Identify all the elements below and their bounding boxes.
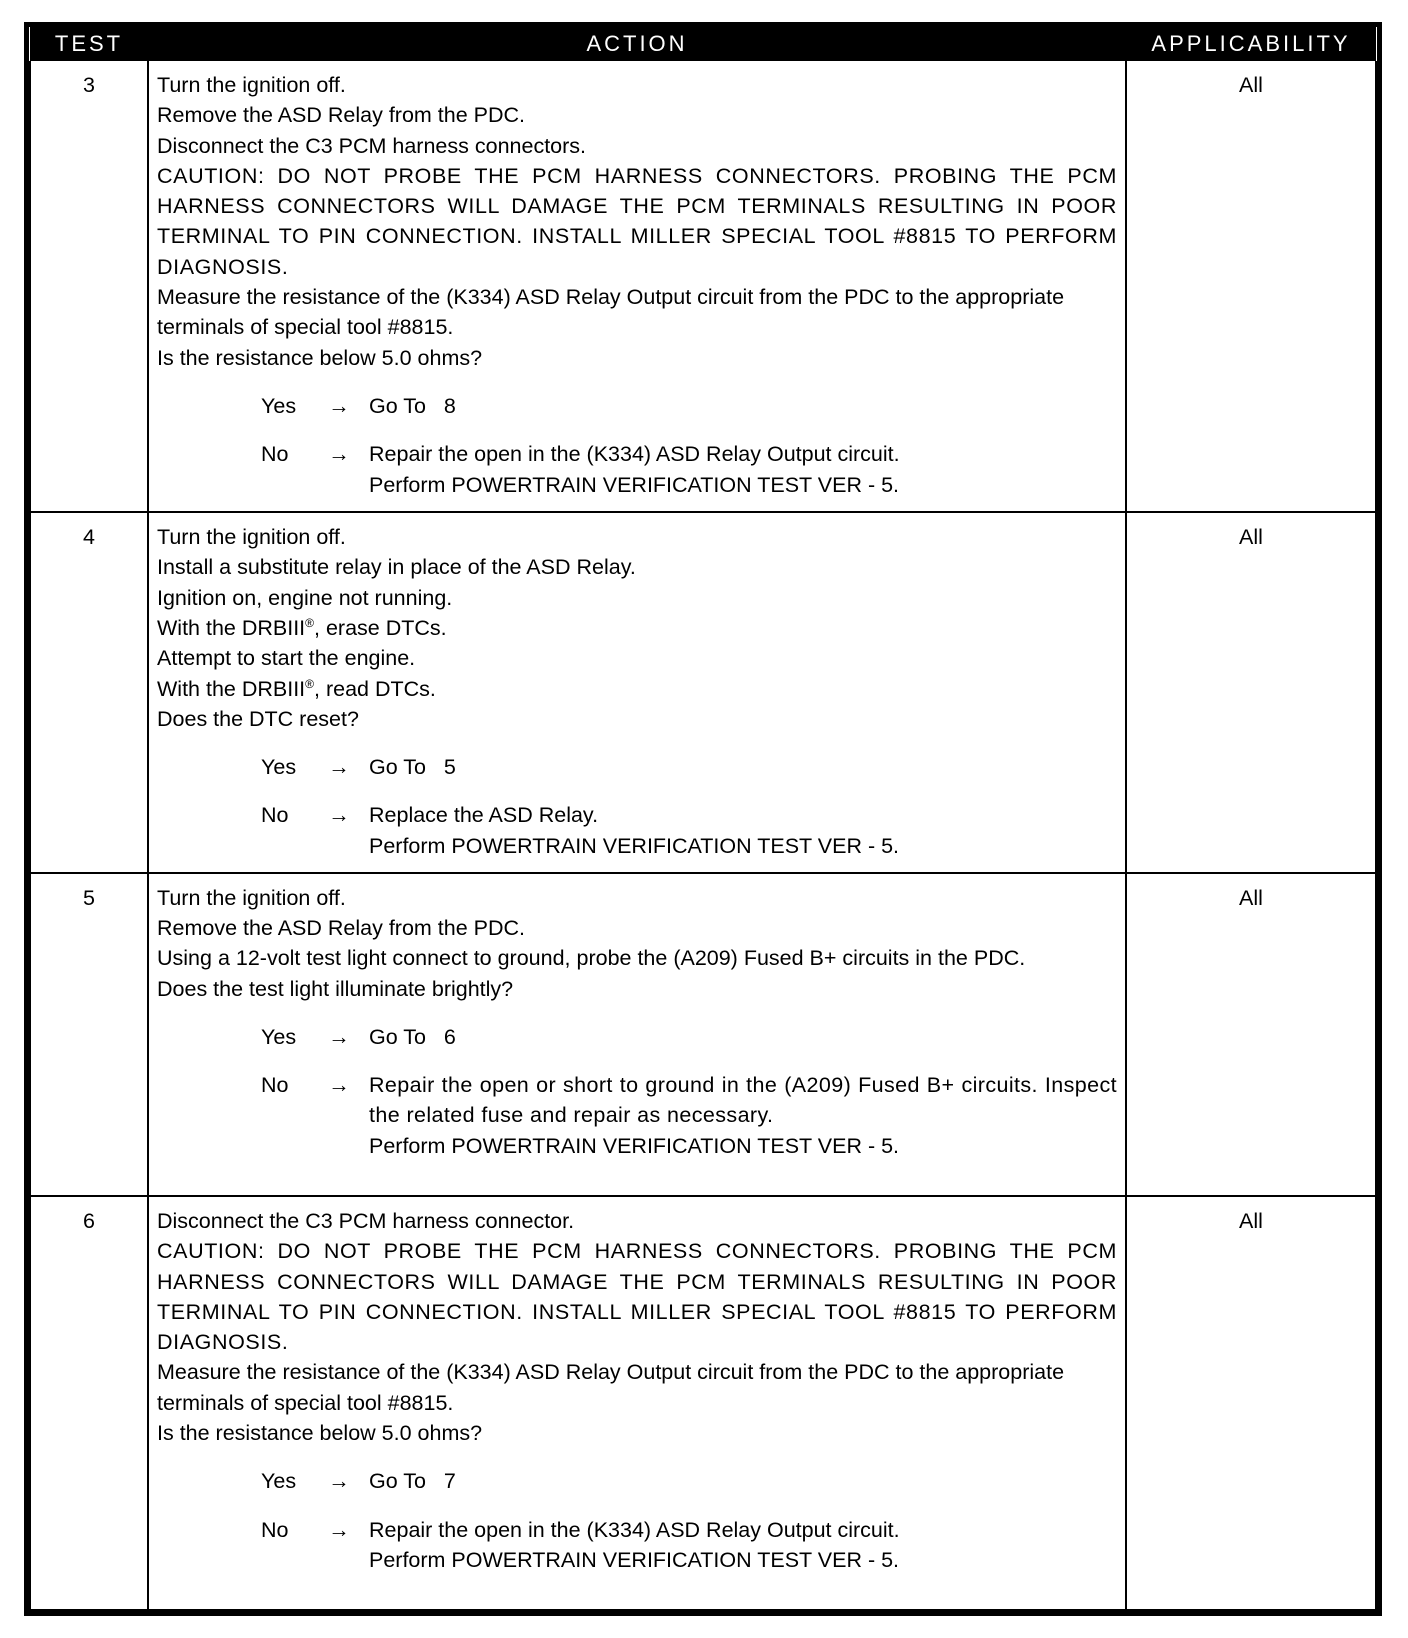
action-cell [148,873,1126,1196]
applicability-cell: All [1126,873,1376,1196]
table-row [30,512,1376,873]
yes-label: Yes [261,393,297,418]
action-cell [148,512,1126,873]
table-header-row [30,27,1376,61]
test-number: 5 [30,873,148,1196]
outcome-text: Repair the open or short to ground in the (A209) Fused B+ circuits. Inspect the related fuse and repair as necessary. [369,1073,1117,1128]
action-step: Does the DTC reset? [157,706,359,731]
action-step: Attempt to start the engine. [157,646,416,671]
outcome-text: Go To 5 [369,755,456,780]
test-number: 4 [30,512,148,873]
outcome-text: Replace the ASD Relay. [369,803,599,828]
no-label: No [261,442,289,467]
no-outcome [261,439,1117,500]
outcome-text: Go To 8 [369,393,456,418]
applicability-cell: All [1126,1196,1376,1610]
action-cell [148,61,1126,512]
outcome-text: Go To 6 [369,1024,456,1049]
arrow-icon: → [328,1469,350,1494]
table-row [30,1196,1376,1610]
yes-label: Yes [261,1024,297,1049]
arrow-icon: → [328,1024,350,1049]
arrow-icon: → [328,1517,350,1542]
registered-mark: ® [305,676,314,691]
action-step: Ignition on, engine not running. [157,585,453,610]
action-step: With the DRBIII®, read DTCs. [157,676,436,701]
header-test: TEST [30,27,148,61]
action-step: Measure the resistance of the (K334) ASD Relay Output circuit from the PDC to the appropriate terminals of special tool #8815. [157,285,1065,340]
outcome-text: Perform POWERTRAIN VERIFICATION TEST VER - 5. [369,1133,900,1158]
arrow-icon: → [328,1073,350,1098]
action-step: Remove the ASD Relay from the PDC. [157,103,526,128]
arrow-icon: → [328,442,350,467]
action-cell [148,1196,1126,1610]
applicability-cell: All [1126,512,1376,873]
caution-note: CAUTION: DO NOT PROBE THE PCM HARNESS CONNECTORS. PROBING THE PCM HARNESS CONNECTORS WILL DAMAGE THE PCM TERMINALS RESULTING IN POOR TERMINAL TO PIN CONNECTION. INSTALL MILLER SPECIAL TOOL #8815 TO PERFORM DIAGNOSIS. [157,1239,1117,1355]
outcome-text: Repair the open in the (K334) ASD Relay Output circuit. [369,442,900,467]
action-step: With the DRBIII®, erase DTCs. [157,615,447,640]
action-step: Disconnect the C3 PCM harness connector. [157,1209,575,1233]
action-step: Is the resistance below 5.0 ohms? [157,1421,483,1446]
diagnostic-table [29,27,1377,1611]
yes-outcome [261,1022,1117,1052]
action-step: Does the test light illuminate brightly? [157,976,514,1001]
outcome-text: Perform POWERTRAIN VERIFICATION TEST VER - 5. [369,1547,900,1572]
action-step: Disconnect the C3 PCM harness connectors. [157,133,587,158]
outcome-text: Perform POWERTRAIN VERIFICATION TEST VER - 5. [369,833,900,858]
test-number: 3 [30,61,148,512]
header-action: ACTION [148,27,1126,61]
yes-outcome [261,391,1117,421]
no-outcome [261,1515,1117,1576]
action-step: Turn the ignition off. [157,525,346,550]
header-applicability: APPLICABILITY [1126,27,1376,61]
arrow-icon: → [328,393,350,418]
action-step: Is the resistance below 5.0 ohms? [157,345,483,370]
no-label: No [261,1073,289,1098]
yes-outcome [261,752,1117,782]
applicability-cell: All [1126,61,1376,512]
arrow-icon: → [328,803,350,828]
yes-label: Yes [261,755,297,780]
no-outcome [261,1070,1117,1161]
outcome-text: Perform POWERTRAIN VERIFICATION TEST VER - 5. [369,472,900,497]
no-label: No [261,803,289,828]
action-step: Turn the ignition off. [157,885,346,910]
action-step: Remove the ASD Relay from the PDC. [157,915,526,940]
yes-outcome [261,1466,1117,1496]
outcome-text: Go To 7 [369,1469,456,1494]
table-row [30,873,1376,1196]
no-label: No [261,1517,289,1542]
registered-mark: ® [305,615,314,630]
caution-note: CAUTION: DO NOT PROBE THE PCM HARNESS CONNECTORS. PROBING THE PCM HARNESS CONNECTORS WILL DAMAGE THE PCM TERMINALS RESULTING IN POOR TERMINAL TO PIN CONNECTION. INSTALL MILLER SPECIAL TOOL #8815 TO PERFORM DIAGNOSIS. [157,163,1117,279]
diagnostic-table-page [24,22,1382,1616]
arrow-icon: → [328,755,350,780]
no-outcome [261,800,1117,861]
action-step: Install a substitute relay in place of the ASD Relay. [157,555,636,580]
test-number: 6 [30,1196,148,1610]
table-row [30,61,1376,512]
action-step: Measure the resistance of the (K334) ASD Relay Output circuit from the PDC to the appropriate terminals of special tool #8815. [157,1360,1065,1415]
yes-label: Yes [261,1469,297,1494]
outcome-text: Repair the open in the (K334) ASD Relay Output circuit. [369,1517,900,1542]
action-step: Turn the ignition off. [157,73,346,97]
action-step: Using a 12-volt test light connect to ground, probe the (A209) Fused B+ circuits in the PDC. [157,946,1026,971]
